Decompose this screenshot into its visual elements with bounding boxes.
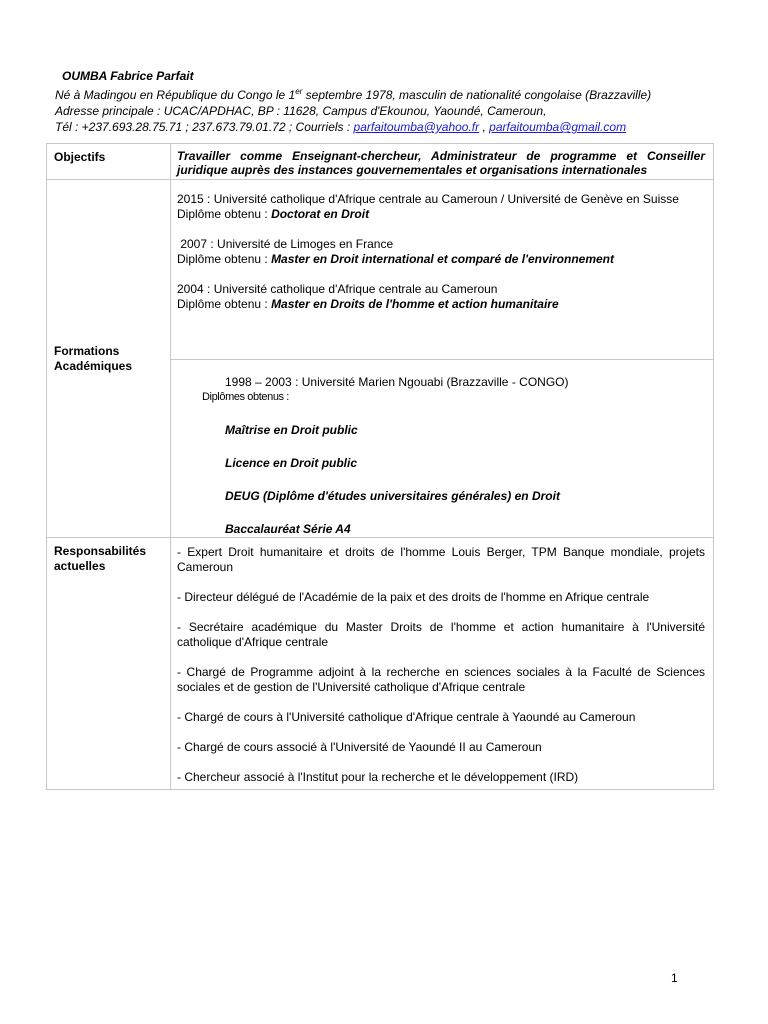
formation-year-line: 2015 : Université catholique d'Afrique centrale au Cameroun / Université de Genève en Suisse <box>177 192 679 206</box>
formations-recent <box>171 180 713 359</box>
diploma-title: Master en Droit international et comparé de l'environnement <box>271 252 614 266</box>
contact-phones: Tél : +237.693.28.75.71 ; 237.673.79.01.72 ; Courriels : <box>55 120 354 134</box>
objectives-row <box>47 144 714 180</box>
objectives-label: Objectifs <box>54 150 106 164</box>
responsibilities-label: Responsabilités actuelles <box>54 544 147 573</box>
objectives-text <box>171 144 713 179</box>
email-link-yahoo[interactable]: parfaitoumba@yahoo.fr <box>353 120 480 134</box>
responsibilities-list <box>171 538 713 789</box>
birth-line: Né à Madingou en République du Congo le 1er septembre 1978, masculin de nationalité congolaise (Brazzaville) <box>55 87 652 102</box>
objectives-line-1: Travailler comme Enseignant-chercheur, Administrateur de programme et Conseiller <box>177 149 705 163</box>
responsibility-item: - Chargé de Programme adjoint à la recherche en sciences sociales à la Faculté de Sciences sociales et de gestion de l'Université catholique d'Afrique centrale <box>177 665 705 694</box>
formation-year-line: 1998 – 2003 : Université Marien Ngouabi (Brazzaville - CONGO) <box>225 375 569 389</box>
responsibility-item: - Directeur délégué de l'Académie de la paix et des droits de l'homme en Afrique centrale <box>177 590 650 604</box>
diploma-title: Doctorat en Droit <box>271 207 370 221</box>
email-link-gmail[interactable]: parfaitoumba@gmail.com <box>489 120 627 134</box>
diploma-label: Diplôme obtenu : <box>177 207 272 221</box>
formation-year-line: 2007 : Université de Limoges en France <box>177 237 394 251</box>
diploma-label: Diplôme obtenu : <box>177 252 272 266</box>
diploma-label: Diplôme obtenu : <box>177 297 272 311</box>
page-number: 1 <box>671 971 678 985</box>
diploma-title: DEUG (Diplôme d'études universitaires générales) en Droit <box>225 489 560 503</box>
responsibility-item: - Chercheur associé à l'Institut pour la recherche et le développement (IRD) <box>177 770 579 784</box>
diploma-title: Baccalauréat Série A4 <box>225 522 351 536</box>
diploma-title: Licence en Droit public <box>225 456 358 470</box>
diploma-title: Maîtrise en Droit public <box>225 423 358 437</box>
formation-entry <box>177 282 705 312</box>
formations-label: Formations Académiques <box>54 343 133 373</box>
formation-entry <box>177 192 705 222</box>
person-name: OUMBA Fabrice Parfait <box>62 69 194 83</box>
cv-table <box>46 143 714 790</box>
cv-header <box>55 68 651 135</box>
diplomas-label: Diplômes obtenus : <box>202 391 289 403</box>
formations-row <box>47 180 714 360</box>
objectives-line-2: juridique auprès des instances gouvernementales et organisations internationales <box>177 163 648 177</box>
formation-year-line: 2004 : Université catholique d'Afrique centrale au Cameroun <box>177 282 498 296</box>
responsibility-item: - Expert Droit humanitaire et droits de l'homme Louis Berger, TPM Banque mondiale, projets Cameroun <box>177 545 705 574</box>
email-separator: , <box>479 120 490 134</box>
address-line: Adresse principale : UCAC/APDHAC, BP : 11628, Campus d'Ekounou, Yaoundé, Cameroun, <box>55 104 547 118</box>
responsibility-item: - Secrétaire académique du Master Droits de l'homme et action humanitaire à l'Université catholique d'Afrique centrale <box>177 620 705 649</box>
responsibility-item: - Chargé de cours à l'Université catholique d'Afrique centrale à Yaoundé au Cameroun <box>177 710 636 724</box>
formation-entry <box>177 237 705 267</box>
diploma-title: Master en Droits de l'homme et action humanitaire <box>271 297 559 311</box>
responsibilities-row <box>47 538 714 790</box>
formations-ngouabi <box>171 360 713 537</box>
contact-line <box>55 119 651 135</box>
responsibility-item: - Chargé de cours associé à l'Université de Yaoundé II au Cameroun <box>177 740 542 754</box>
